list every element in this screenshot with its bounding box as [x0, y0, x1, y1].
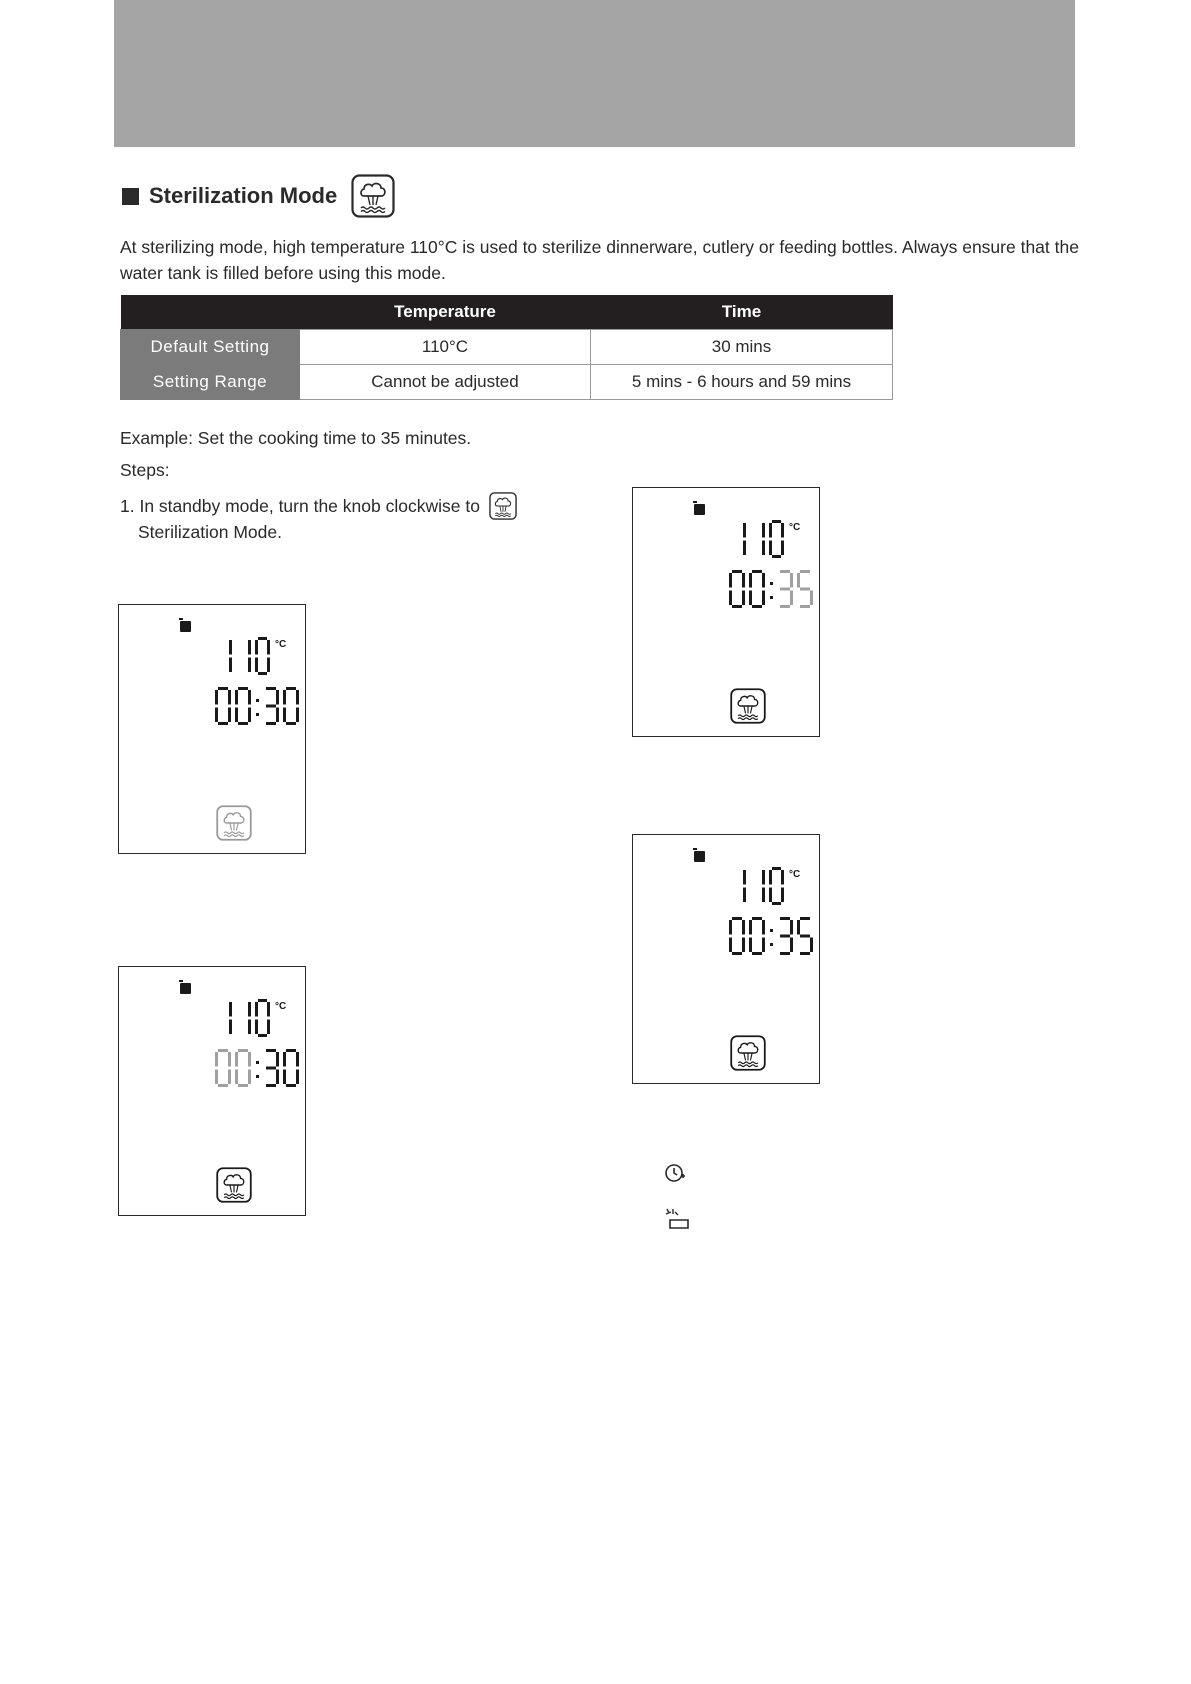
- lcd-segment: [769, 888, 772, 903]
- lcd-segment: [229, 1002, 232, 1017]
- lcd-segment: [276, 1052, 279, 1067]
- lcd-segment: [215, 708, 218, 723]
- timer-icon: [662, 1160, 688, 1186]
- water-tank-icon: [177, 979, 193, 995]
- sterilization-mode-icon: [730, 688, 766, 724]
- lcd-segment: [235, 1052, 238, 1067]
- time-colon: [256, 699, 259, 702]
- temperature-digit: [769, 520, 784, 558]
- lcd-segment: [780, 952, 790, 955]
- lcd-segment: [749, 920, 752, 935]
- lcd-segment: [266, 1067, 276, 1070]
- example-text: Example: Set the cooking time to 35 minutes.: [120, 428, 472, 448]
- table-header-row: [121, 295, 893, 330]
- lcd-segment: [762, 573, 765, 588]
- lcd-segment: [749, 573, 752, 588]
- temperature-digit: [248, 640, 251, 672]
- lcd-segment: [286, 1084, 296, 1087]
- lcd-segment: [283, 690, 286, 705]
- lcd-segment: [781, 870, 784, 885]
- lcd-segment: [729, 920, 732, 935]
- lcd-segment: [743, 870, 746, 885]
- lcd-segment: [258, 637, 267, 640]
- time-readout: [727, 913, 817, 959]
- time-digit: [266, 1049, 279, 1087]
- lcd-segment: [248, 708, 251, 723]
- lcd-segment: [238, 1049, 248, 1052]
- temperature-digit: [255, 637, 270, 675]
- sterilization-mode-icon: [351, 174, 395, 218]
- time-colon: [256, 1061, 259, 1064]
- table-header-time: Time: [591, 295, 893, 330]
- lcd-segment: [800, 605, 810, 608]
- lcd-segment: [732, 605, 742, 608]
- sterilization-mode-icon: [489, 492, 517, 520]
- lcd-segment: [276, 1070, 279, 1085]
- time-digit: [235, 687, 251, 725]
- lcd-segment: [800, 952, 810, 955]
- lcd-segment: [248, 1020, 251, 1035]
- row-label: Setting Range: [121, 365, 300, 400]
- lcd-segment: [781, 888, 784, 903]
- lcd-segment: [255, 640, 258, 655]
- lcd-segment: [228, 1052, 231, 1067]
- row-label: Default Setting: [121, 330, 300, 365]
- time-digit: [283, 687, 299, 725]
- lcd-segment: [743, 888, 746, 903]
- lcd-segment: [258, 672, 267, 675]
- lcd-segment: [790, 591, 793, 606]
- lcd-segment: [780, 917, 790, 920]
- lcd-segment: [732, 952, 742, 955]
- lcd-segment: [790, 938, 793, 953]
- time-readout: [213, 683, 303, 729]
- water-tank-icon: [177, 617, 193, 633]
- lcd-segment: [800, 570, 810, 573]
- lcd-segment: [267, 658, 270, 673]
- lcd-segment: [286, 722, 296, 725]
- time-digit: [749, 570, 765, 608]
- time-digit: [215, 687, 231, 725]
- lcd-segment: [283, 1070, 286, 1085]
- lcd-segment: [255, 658, 258, 673]
- lcd-segment: [780, 588, 790, 591]
- lcd-segment: [267, 1020, 270, 1035]
- lcd-segment: [238, 722, 248, 725]
- lcd-segment: [762, 870, 765, 885]
- water-tank-icon: [691, 847, 707, 863]
- time-colon: [770, 582, 773, 585]
- lcd-segment: [266, 687, 276, 690]
- time-digit: [780, 570, 793, 608]
- lcd-segment: [267, 640, 270, 655]
- lcd-segment: [790, 920, 793, 935]
- settings-table: [120, 295, 893, 400]
- lcd-segment: [752, 605, 762, 608]
- temperature-readout: [729, 863, 799, 909]
- lcd-segment: [732, 570, 742, 573]
- temperature-unit: °C: [275, 639, 287, 650]
- lcd-segment: [769, 541, 772, 556]
- lcd-display-3: [632, 487, 820, 737]
- lcd-segment: [255, 1020, 258, 1035]
- temperature-unit: °C: [789, 522, 801, 533]
- lcd-segment: [266, 705, 276, 708]
- time-digit: [780, 917, 793, 955]
- lcd-segment: [218, 1084, 228, 1087]
- lcd-segment: [229, 1020, 232, 1035]
- table-header-temperature: Temperature: [300, 295, 591, 330]
- lcd-segment: [296, 1052, 299, 1067]
- temperature-readout: [215, 995, 285, 1041]
- lcd-segment: [296, 1070, 299, 1085]
- temperature-unit: °C: [275, 1001, 287, 1012]
- lcd-segment: [238, 1084, 248, 1087]
- temperature-unit: °C: [789, 869, 801, 880]
- water-tank-icon: [691, 500, 707, 516]
- lcd-segment: [743, 541, 746, 556]
- time-colon: [256, 1075, 259, 1078]
- time-colon: [770, 943, 773, 946]
- lcd-segment: [218, 1049, 228, 1052]
- lcd-segment: [229, 640, 232, 655]
- lcd-segment: [258, 999, 267, 1002]
- lcd-segment: [228, 708, 231, 723]
- table-row: [121, 330, 893, 365]
- table-header-empty: [121, 295, 300, 330]
- lcd-segment: [800, 917, 810, 920]
- lcd-segment: [762, 591, 765, 606]
- lcd-segment: [762, 888, 765, 903]
- lcd-segment: [769, 870, 772, 885]
- temperature-digit: [248, 1002, 251, 1034]
- header-band: [114, 0, 1075, 147]
- lcd-segment: [790, 573, 793, 588]
- lcd-segment: [235, 1070, 238, 1085]
- temperature-readout: [729, 516, 799, 562]
- lcd-segment: [772, 902, 781, 905]
- lcd-segment: [276, 690, 279, 705]
- time-digit: [797, 917, 813, 955]
- time-digit: [749, 917, 765, 955]
- intro-paragraph: At sterilizing mode, high temperature 110°C is used to sterilize dinnerware, cutlery or feeding bottles. Always ensure that the water tank is filled before using this mode.: [120, 237, 1079, 283]
- sterilization-mode-icon: [216, 805, 252, 841]
- lcd-segment: [238, 687, 248, 690]
- lcd-segment: [772, 867, 781, 870]
- lcd-segment: [781, 541, 784, 556]
- lcd-segment: [248, 640, 251, 655]
- lcd-segment: [752, 570, 762, 573]
- lcd-segment: [215, 1070, 218, 1085]
- time-digit: [797, 570, 813, 608]
- time-cell: 30 mins: [591, 330, 893, 365]
- step-1-line-2: Sterilization Mode.: [138, 522, 282, 542]
- lcd-segment: [762, 938, 765, 953]
- time-readout: [727, 566, 817, 612]
- time-colon: [770, 929, 773, 932]
- temperature-cell: Cannot be adjusted: [300, 365, 591, 400]
- lcd-segment: [729, 591, 732, 606]
- lcd-segment: [749, 591, 752, 606]
- step-1: [120, 492, 517, 544]
- square-bullet: [122, 188, 139, 205]
- lcd-segment: [228, 1070, 231, 1085]
- temperature-readout: [215, 633, 285, 679]
- lcd-segment: [276, 708, 279, 723]
- lcd-segment: [800, 588, 810, 591]
- steps-label: Steps:: [120, 460, 170, 480]
- lcd-display-2: [118, 966, 306, 1216]
- section-title-text: Sterilization Mode: [149, 183, 338, 208]
- lcd-segment: [248, 690, 251, 705]
- lcd-segment: [742, 920, 745, 935]
- table-row: [121, 365, 893, 400]
- time-digit: [729, 917, 745, 955]
- time-readout: [213, 1045, 303, 1091]
- lcd-segment: [248, 658, 251, 673]
- lcd-segment: [218, 722, 228, 725]
- lcd-display-4: [632, 834, 820, 1084]
- lcd-segment: [248, 1070, 251, 1085]
- lcd-segment: [258, 1034, 267, 1037]
- lcd-display-1: [118, 604, 306, 854]
- lcd-segment: [266, 1084, 276, 1087]
- step-1-line-1: 1. In standby mode, turn the knob clockwise to: [120, 496, 480, 516]
- lcd-segment: [800, 935, 810, 938]
- lcd-segment: [228, 690, 231, 705]
- temperature-digit: [743, 523, 746, 555]
- temperature-digit: [769, 867, 784, 905]
- time-digit: [283, 1049, 299, 1087]
- lcd-segment: [743, 523, 746, 538]
- temperature-digit: [762, 523, 765, 555]
- lcd-segment: [732, 917, 742, 920]
- lcd-segment: [235, 690, 238, 705]
- time-cell: 5 mins - 6 hours and 59 mins: [591, 365, 893, 400]
- lcd-segment: [762, 541, 765, 556]
- sterilization-mode-icon: [216, 1167, 252, 1203]
- lcd-segment: [780, 935, 790, 938]
- lcd-segment: [749, 938, 752, 953]
- lcd-segment: [296, 708, 299, 723]
- sterilization-mode-icon: [730, 1035, 766, 1071]
- section-title: [122, 170, 395, 222]
- lcd-segment: [248, 1002, 251, 1017]
- time-colon: [770, 596, 773, 599]
- lcd-segment: [267, 1002, 270, 1017]
- lcd-segment: [266, 722, 276, 725]
- lcd-segment: [742, 938, 745, 953]
- lcd-segment: [769, 523, 772, 538]
- lcd-segment: [742, 573, 745, 588]
- temperature-cell: 110°C: [300, 330, 591, 365]
- lcd-segment: [797, 920, 800, 935]
- lcd-segment: [752, 952, 762, 955]
- lcd-segment: [296, 690, 299, 705]
- lcd-segment: [286, 687, 296, 690]
- lcd-segment: [729, 938, 732, 953]
- temperature-digit: [229, 640, 232, 672]
- lcd-segment: [235, 708, 238, 723]
- lcd-segment: [248, 1052, 251, 1067]
- lcd-segment: [810, 938, 813, 953]
- cleaning-icon: [664, 1206, 690, 1232]
- lcd-segment: [810, 591, 813, 606]
- time-digit: [235, 1049, 251, 1087]
- time-colon: [256, 713, 259, 716]
- temperature-digit: [229, 1002, 232, 1034]
- lcd-segment: [780, 570, 790, 573]
- lcd-segment: [218, 687, 228, 690]
- temperature-digit: [255, 999, 270, 1037]
- lcd-segment: [286, 1049, 296, 1052]
- lcd-segment: [762, 523, 765, 538]
- lcd-segment: [742, 591, 745, 606]
- lcd-segment: [266, 1049, 276, 1052]
- time-digit: [266, 687, 279, 725]
- time-digit: [729, 570, 745, 608]
- lcd-segment: [780, 605, 790, 608]
- lcd-segment: [781, 523, 784, 538]
- lcd-segment: [772, 555, 781, 558]
- time-digit: [215, 1049, 231, 1087]
- lcd-segment: [762, 920, 765, 935]
- temperature-digit: [743, 870, 746, 902]
- lcd-segment: [752, 917, 762, 920]
- lcd-segment: [215, 1052, 218, 1067]
- lcd-segment: [772, 520, 781, 523]
- lcd-segment: [283, 1052, 286, 1067]
- lcd-segment: [729, 573, 732, 588]
- lcd-segment: [255, 1002, 258, 1017]
- lcd-segment: [215, 690, 218, 705]
- temperature-digit: [762, 870, 765, 902]
- lcd-segment: [797, 573, 800, 588]
- lcd-segment: [229, 658, 232, 673]
- lcd-segment: [283, 708, 286, 723]
